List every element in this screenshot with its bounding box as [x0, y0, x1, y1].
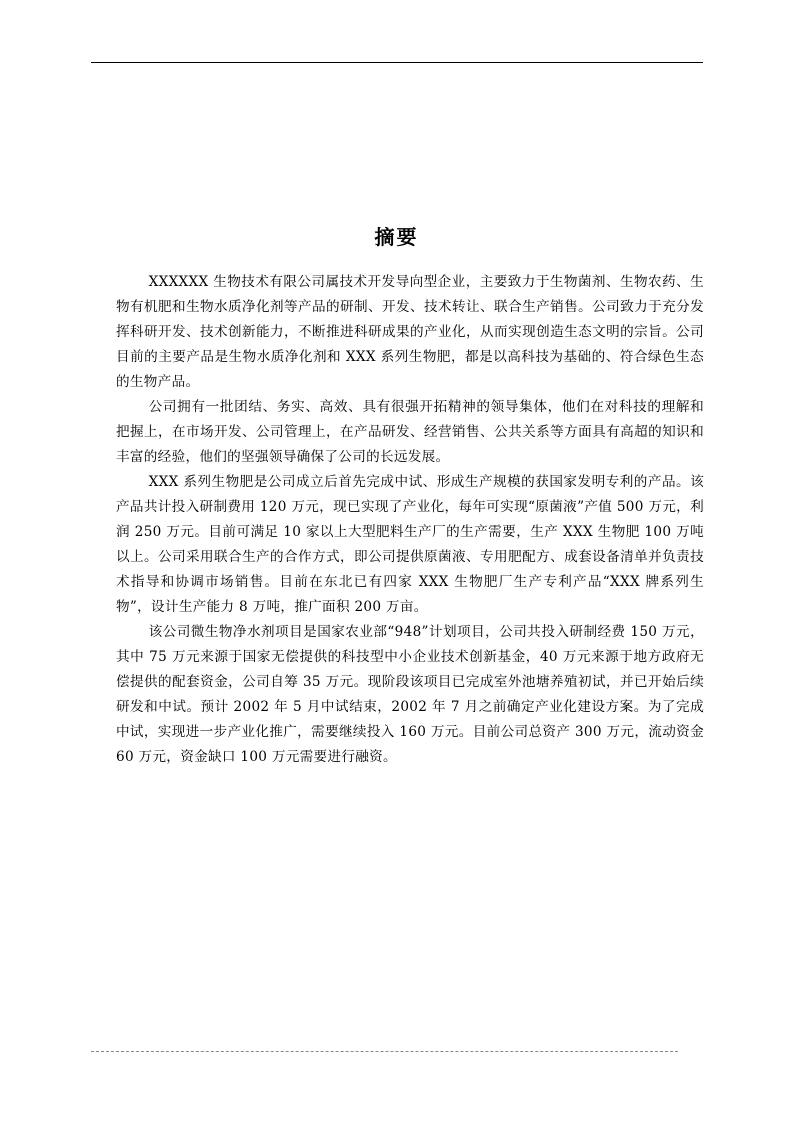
- page-title: 摘要: [374, 225, 419, 249]
- header-rule: [91, 62, 703, 63]
- footer-rule: [91, 1051, 678, 1052]
- paragraph-leadership: 公司拥有一批团结、务实、高效、具有很强开拓精神的领导集体，他们在对科技的理解和把握上，在市场开发、公司管理上，在产品研发、经营销售、公共关系等方面具有高超的知识和丰富的经验，他们的坚强领导确保了公司的长远发展。: [116, 399, 704, 465]
- paragraph-water-purifier: 该公司微生物净水剂项目是国家农业部“948”计划项目，公司共投入研制经费 150 万元，其中 75 万元来源于国家无偿提供的科技型中小企业技术创新基金，40 万元来源于地方政府无偿提供的配套资金，公司自筹 35 万元。现阶段该项目已完成室外池塘养殖初试，并已开始后续研发和中试。预计 2002 年 5 月中试结束，2002 年 7 月之前确定产业化建设方案。为了完成中试，实现进一步产业化推广，需要继续投入 160 万元。目前公司总资产 300 万元，流动资金 60 万元，资金缺口 100 万元需要进行融资。: [116, 624, 704, 765]
- paragraph-bio-fertilizer: XXX 系列生物肥是公司成立后首先完成中试、形成生产规模的获国家发明专利的产品。该产品共计投入研制费用 120 万元，现已实现了产业化，每年可实现“原菌液”产值 500 万元，利润 250 万元。目前可满足 10 家以上大型肥料生产厂的生产需要，生产 XXX 生物肥 100 万吨以上。公司采用联合生产的合作方式，即公司提供原菌液、专用肥配方、成套设备清单并负责技术指导和协调市场销售。目前在东北已有四家 XXX 生物肥厂生产专利产品“XXX 牌系列生物”，设计生产能力 8 万吨，推广面积 200 万亩。: [116, 474, 704, 615]
- abstract-body: [116, 270, 704, 770]
- paragraph-company-intro: XXXXXX 生物技术有限公司属技术开发导向型企业，主要致力于生物菌剂、生物农药、生物有机肥和生物水质净化剂等产品的研制、开发、技术转让、联合生产销售。公司致力于充分发挥科研开发、技术创新能力，不断推进科研成果的产业化，从而实现创造生态文明的宗旨。公司目前的主要产品是生物水质净化剂和 XXX 系列生物肥，都是以高科技为基础的、符合绿色生态的生物产品。: [116, 274, 704, 390]
